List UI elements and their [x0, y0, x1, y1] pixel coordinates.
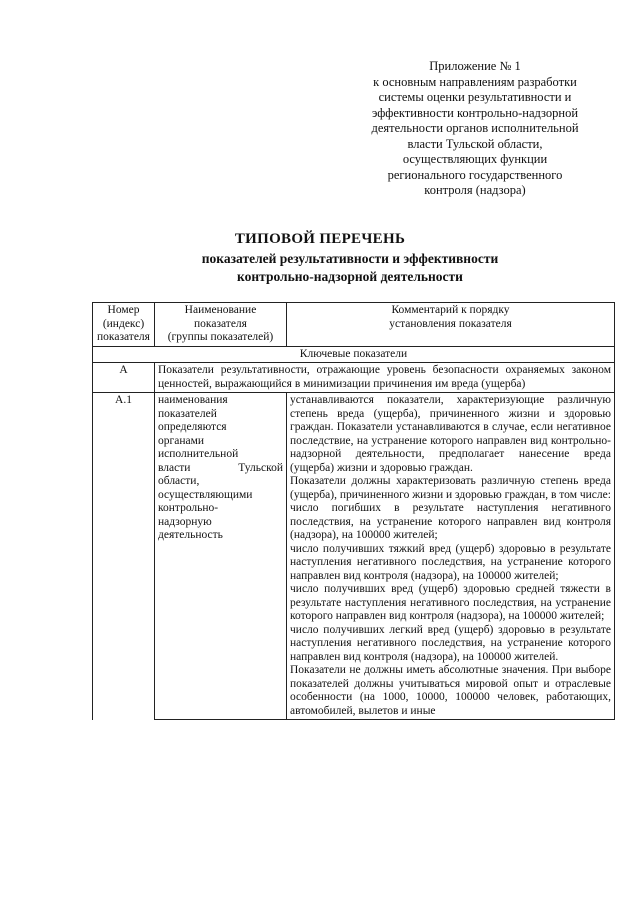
appendix-line: к основным направлениям разработки	[373, 74, 577, 89]
row-name-line: осуществляющими	[158, 488, 253, 501]
table-row	[93, 393, 615, 720]
header-number-line: показателя	[97, 331, 150, 343]
appendix-block	[330, 59, 620, 199]
comment-paragraph: число погибших в результате наступления негативного последствия, на устранение которого направлен вид контроля (надзора), на 100000 жителей;	[290, 502, 611, 541]
header-number-line: Номер	[107, 304, 140, 316]
appendix-line: осуществляющих функции	[402, 152, 548, 166]
table-header-row	[93, 303, 615, 347]
header-number	[93, 303, 155, 347]
comment-paragraph: Показатели не должны иметь абсолютные значения. При выборе показателей должны учитываться мировой опыт и отраслевые особенности (на 1000, 10000, 100000 человек, работающих, автомобилей, вылетов и иные	[290, 664, 611, 717]
row-name-line: органами	[158, 434, 205, 447]
row-number: А	[93, 363, 155, 393]
appendix-line: власти Тульской области,	[407, 136, 543, 151]
comment-paragraph: число получивших легкий вред (ущерб) здоровью в результате наступления негативного последствия, на устранение которого направлен вид контроля (надзора), на 100000 жителей.	[290, 623, 611, 663]
row-comment	[287, 393, 615, 720]
row-name	[155, 393, 287, 720]
header-name-line: (группы показателей)	[167, 331, 274, 343]
key-section-row	[93, 346, 615, 363]
header-number-line: (индекс)	[102, 317, 145, 330]
subtitle-line-1: показателей результативности и эффективности	[201, 251, 499, 266]
key-section-label: Ключевые показатели	[93, 346, 615, 363]
subtitle-line-2: контрольно-надзорной деятельности	[237, 269, 463, 284]
table-row	[93, 363, 615, 393]
row-name-line: власти Тульской	[158, 461, 283, 474]
row-name-line: контрольно-	[158, 502, 219, 514]
row-number: А.1	[93, 393, 155, 720]
header-comment	[287, 303, 615, 347]
header-name	[155, 303, 287, 347]
appendix-line: контроля (надзора)	[424, 183, 526, 197]
comment-paragraph: Показатели должны характеризовать различную степень вреда (ущерба), причиненного жизни и здоровью граждан, в том числе:	[290, 475, 611, 501]
header-name-line: показателя	[194, 317, 247, 330]
appendix-line: эффективности контрольно-надзорной	[371, 105, 579, 120]
comment-paragraph: число получивших тяжкий вред (ущерб) здоровью в результате наступления негативного последствия, на устранение которого направлен вид контроля (надзора), на 100000 жителей;	[290, 542, 611, 582]
row-name-line: деятельность	[158, 529, 223, 541]
comment-paragraph: устанавливаются показатели, характеризующие различную степень вреда (ущерба), причиненного жизни и здоровью граждан. Показатели устанавливаются в случае, если негативное последствие, на устранение которого направлен вид контрольно-надзорной деятельности, предполагает нанесение вреда (ущерба) жизни и здоровью граждан.	[290, 394, 611, 474]
header-name-line: Наименование	[184, 304, 257, 316]
header-comment-line: установления показателя	[389, 317, 512, 330]
row-name-line: наименования	[158, 394, 228, 406]
appendix-line: Приложение № 1	[429, 59, 521, 73]
header-comment-line: Комментарий к порядку	[391, 304, 510, 316]
row-text: Показатели результативности, отражающие уровень безопасности охраняемых законом ценностей, выражающийся в минимизации причинения им вреда (ущерба)	[155, 363, 615, 393]
document-subtitle	[160, 250, 540, 286]
comment-paragraph: число получивших вред (ущерб) здоровью средней тяжести в результате наступления негативного последствия, на устранение которого направлен вид контроля (надзора), на 100000 жителей;	[290, 583, 611, 622]
row-name-line: области,	[158, 475, 200, 487]
appendix-line: системы оценки результативности и	[378, 90, 572, 104]
row-name-line: показателей	[158, 407, 217, 420]
document-title: ТИПОВОЙ ПЕРЕЧЕНЬ	[234, 231, 406, 247]
row-name-line: определяются	[158, 421, 227, 433]
appendix-line: регионального государственного	[387, 167, 563, 182]
indicators-table	[92, 302, 615, 720]
row-name-line: надзорную	[158, 515, 212, 528]
appendix-line: деятельности органов исполнительной	[371, 121, 579, 135]
row-name-line: исполнительной	[158, 448, 239, 460]
